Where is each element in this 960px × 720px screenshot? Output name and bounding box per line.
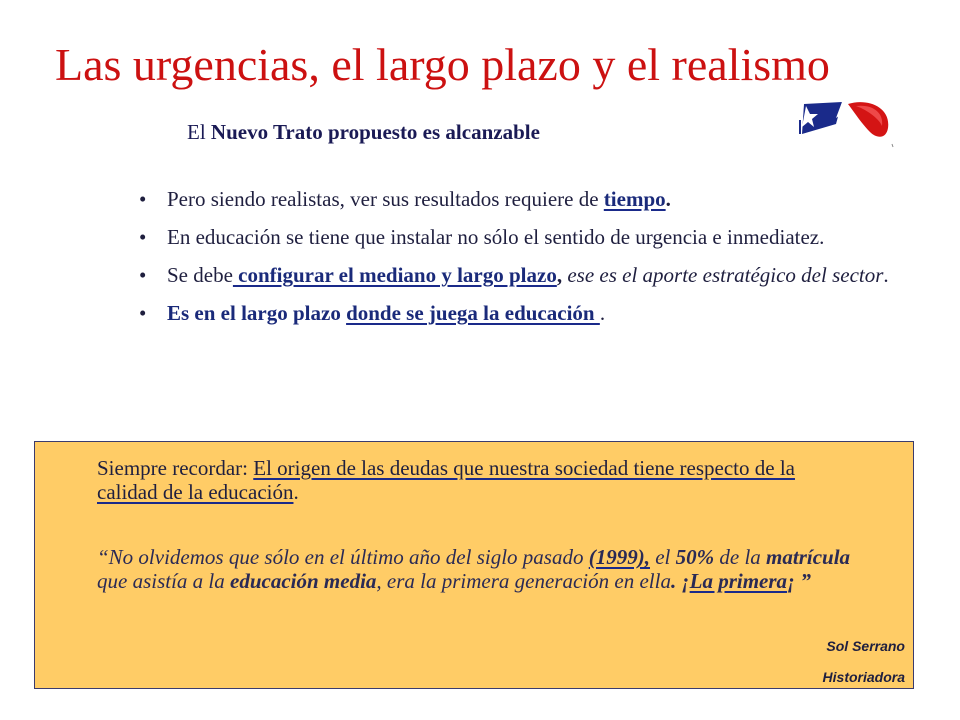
subtitle-bold: Nuevo Trato propuesto es alcanzable (210, 120, 540, 144)
recordar-underlined: El origen de las deudas que nuestra sociedad tiene respecto de la calidad de la educación (97, 456, 795, 504)
signature-role: Historiadora (822, 669, 905, 685)
quote-box (34, 441, 914, 689)
list-item: • En educación se tiene que instalar no sólo el sentido de urgencia e inmediatez. (139, 224, 903, 251)
historian-quote: “No olvidemos que sólo en el último año del siglo pasado (1999), el 50% de la matrícula que asistía a la educación media, era la primera generación en ella. ¡La primera¡ ” (97, 545, 851, 593)
slide-title: Las urgencias, el largo plazo y el realismo (55, 39, 830, 90)
signature-name: Sol Serrano (826, 638, 905, 654)
bullet-list (139, 186, 903, 338)
recordar-text: Siempre recordar: El origen de las deudas que nuestra sociedad tiene respecto de la calidad de la educación. (97, 456, 795, 504)
list-item: • Pero siendo realistas, ver sus resultados requiere de tiempo. (139, 186, 903, 213)
list-item: • Se debe configurar el mediano y largo plazo, ese es el aporte estratégico del sector. (139, 262, 903, 289)
subtitle-prefix: El (187, 120, 211, 144)
list-item: • Es en el largo plazo donde se juega la educación . (139, 300, 903, 327)
emph-tiempo: tiempo (603, 187, 666, 211)
chile-flag-swoosh-icon (796, 100, 896, 148)
slide-subtitle (187, 120, 540, 145)
emph-educacion: donde se juega la educación (346, 301, 600, 325)
emph-plazo: configurar el mediano y largo plazo (232, 263, 557, 287)
